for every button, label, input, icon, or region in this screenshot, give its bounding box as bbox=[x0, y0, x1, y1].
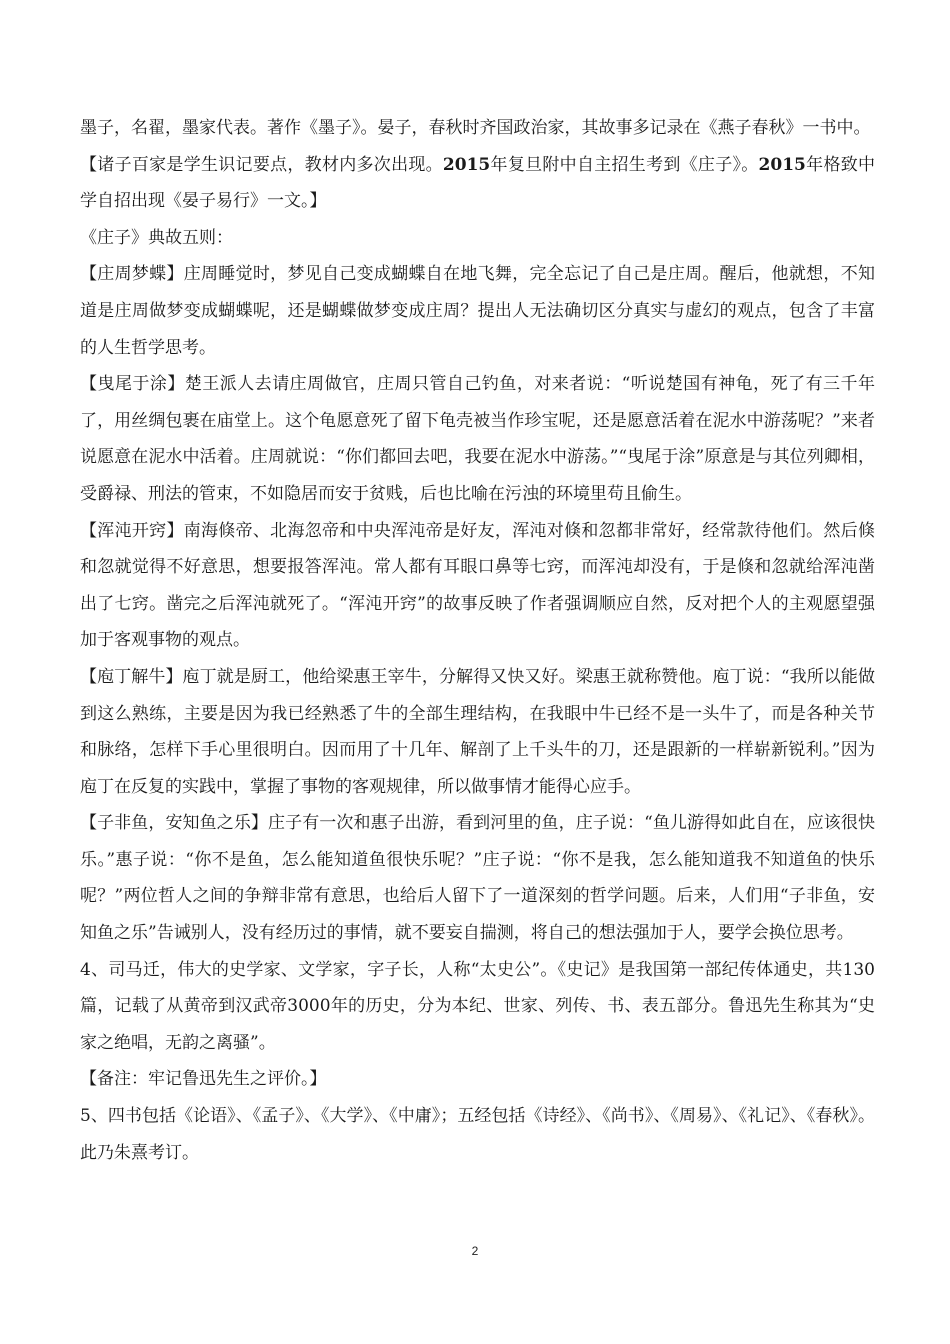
paragraph-sishu-wujing: 5、四书包括《论语》、《孟子》、《大学》、《中庸》；五经包括《诗经》、《尚书》、《周易》、《礼记》、《春秋》。此乃朱熹考订。 bbox=[80, 1106, 875, 1163]
page-number: 2 bbox=[471, 1244, 479, 1258]
paragraph-note-luxun: 【备注：牢记鲁迅先生之评价。】 bbox=[80, 1069, 327, 1090]
document-body bbox=[80, 110, 875, 1171]
paragraph-note-zhuzi: 【诸子百家是学生识记要点，教材内多次出现。2015年复旦附中自主招生考到《庄子》。2015年格致中学自招出现《晏子易行》一文。】 bbox=[80, 154, 876, 212]
paragraph-yewei-yutu: 【曳尾于涂】楚王派人去请庄周做官，庄周只管自己钓鱼，对来者说：“听说楚国有神龟，死了有三千年了，用丝绸包裹在庙堂上。这个龟愿意死了留下龟壳被当作珍宝呢，还是愿意活着在泥水中游荡呢？”来者说愿意在泥水中活着。庄周就说：“你们都回去吧，我要在泥水中游荡。”“曳尾于涂”原意是与其位列卿相，受爵禄、刑法的管束，不如隐居而安于贫贱，后也比喻在污浊的环境里苟且偷生。 bbox=[80, 374, 875, 504]
paragraph-mozi-yanzi: 墨子，名翟，墨家代表。著作《墨子》。晏子，春秋时齐国政治家，其故事多记录在《燕子春秋》一书中。 bbox=[80, 118, 871, 138]
paragraph-paoding-jieniu: 【庖丁解牛】庖丁就是厨工，他给梁惠王宰牛，分解得又快又好。梁惠王就称赞他。庖丁说：“我所以能做到这么熟练，主要是因为我已经熟悉了牛的全部生理结构，在我眼中牛已经不是一头牛了，而是各种关节和脉络，怎样下手心里很明白。因而用了十几年、解剖了上千头牛的刀，还是跟新的一样崭新锐利。”因为庖丁在反复的实践中，掌握了事物的客观规律，所以做事情才能得心应手。 bbox=[80, 666, 875, 797]
paragraph-hundun-kaiqiao: 【浑沌开窍】南海倏帝、北海忽帝和中央浑沌帝是好友，浑沌对倏和忽都非常好，经常款待他们。然后倏和忽就觉得不好意思，想要报答浑沌。常人都有耳眼口鼻等七窍，而浑沌却没有，于是倏和忽就给浑沌凿出了七窍。凿完之后浑沌就死了。“浑沌开窍”的故事反映了作者强调顺应自然，反对把个人的主观愿望强加于客观事物的观点。 bbox=[80, 520, 875, 651]
paragraph-simaqian: 4、司马迁，伟大的史学家、文学家，字子长，人称“太史公”。《史记》是我国第一部纪传体通史，共130篇，记载了从黄帝到汉武帝3000年的历史，分为本纪、世家、列传、书、表五部分。鲁迅先生称其为“史家之绝唱，无韵之离骚”。 bbox=[80, 959, 875, 1053]
paragraph-zifeiyu: 【子非鱼，安知鱼之乐】庄子有一次和惠子出游，看到河里的鱼，庄子说：“鱼儿游得如此自在，应该很快乐。”惠子说：“你不是鱼，怎么能知道鱼很快乐呢？”庄子说：“你不是我，怎么能知道我不知道鱼的快乐呢？”两位哲人之间的争辩非常有意思，也给后人留下了一道深刻的哲学问题。后来，人们用“子非鱼，安知鱼之乐”告诫别人，没有经历过的事情，就不要妄自揣测，将自己的想法强加于人，要学会换位思考。 bbox=[80, 813, 875, 944]
paragraph-zhuangzi-heading: 《庄子》典故五则： bbox=[80, 227, 233, 248]
paragraph-zhuangzhou-mengdie: 【庄周梦蝶】庄周睡觉时，梦见自己变成蝴蝶自在地飞舞，完全忘记了自己是庄周。醒后，他就想，不知道是庄周做梦变成蝴蝶呢，还是蝴蝶做梦变成庄周？提出人无法确切区分真实与虚幻的观点，包含了丰富的人生哲学思考。 bbox=[80, 264, 875, 358]
